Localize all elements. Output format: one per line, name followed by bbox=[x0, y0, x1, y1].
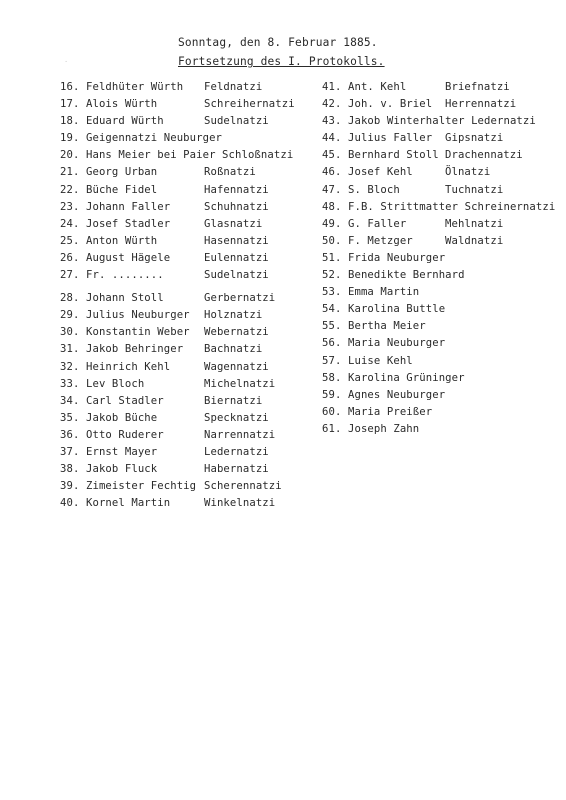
entry-name: Joseph Zahn bbox=[348, 422, 420, 435]
list-item bbox=[322, 406, 562, 423]
list-item bbox=[322, 132, 562, 149]
entry-number: 44. bbox=[322, 132, 342, 145]
list-item bbox=[60, 412, 300, 429]
entry-name: Fr. ........ bbox=[86, 269, 164, 282]
entry-number: 21. bbox=[60, 166, 80, 179]
entry-number: 55. bbox=[322, 320, 342, 333]
entry-number: 24. bbox=[60, 217, 80, 230]
entry-name: G. Faller bbox=[348, 217, 407, 230]
list-item bbox=[60, 343, 300, 360]
entry-name: Hans Meier bei Paier Schloßnatzi bbox=[86, 149, 294, 162]
entry-number: 25. bbox=[60, 234, 80, 247]
entry-name: Karolina Grüninger bbox=[348, 371, 465, 384]
entry-nickname: Hafennatzi bbox=[204, 183, 269, 196]
entry-number: 31. bbox=[60, 343, 80, 356]
entry-name: Josef Kehl bbox=[348, 166, 413, 179]
list-item bbox=[322, 149, 562, 166]
entry-name: Emma Martin bbox=[348, 286, 420, 299]
entry-number: 30. bbox=[60, 326, 80, 339]
entry-nickname: Ledernatzi bbox=[204, 445, 269, 458]
list-item bbox=[322, 218, 562, 235]
list-item bbox=[322, 303, 562, 320]
entry-number: 58. bbox=[322, 371, 342, 384]
entry-number: 46. bbox=[322, 166, 342, 179]
entry-name: August Hägele bbox=[86, 251, 171, 264]
entry-nickname: Bachnatzi bbox=[204, 343, 263, 356]
entry-nickname: Schreihernatzi bbox=[204, 98, 295, 111]
entry-name: Kornel Martin bbox=[86, 497, 171, 510]
entry-name: Jakob Büche bbox=[86, 411, 158, 424]
list-item bbox=[60, 429, 300, 446]
list-item bbox=[322, 166, 562, 183]
list-item bbox=[60, 309, 300, 326]
list-item bbox=[322, 81, 562, 98]
entry-number: 37. bbox=[60, 445, 80, 458]
entry-name: Jakob Winterhalter Ledernatzi bbox=[348, 115, 536, 128]
entry-name: F.B. Strittmatter Schreinernatzi bbox=[348, 200, 556, 213]
entry-number: 45. bbox=[322, 149, 342, 162]
entry-name: Julius Neuburger bbox=[86, 309, 190, 322]
list-item bbox=[60, 166, 300, 183]
entry-nickname: Scherennatzi bbox=[204, 480, 282, 493]
entry-name: Josef Stadler bbox=[86, 217, 171, 230]
entry-nickname: Gipsnatzi bbox=[445, 132, 504, 145]
entry-nickname: Schuhnatzi bbox=[204, 200, 269, 213]
list-item bbox=[60, 98, 300, 115]
margin-mark: · bbox=[64, 58, 69, 66]
list-item bbox=[60, 480, 300, 497]
list-item bbox=[60, 446, 300, 463]
list-item bbox=[60, 269, 300, 286]
document-subtitle: Fortsetzung des I. Protokolls. bbox=[178, 55, 385, 68]
entry-nickname: Waldnatzi bbox=[445, 234, 504, 247]
entry-nickname: Habernatzi bbox=[204, 463, 269, 476]
entry-name: Anton Würth bbox=[86, 234, 158, 247]
list-item bbox=[322, 252, 562, 269]
entry-name: Georg Urban bbox=[86, 166, 158, 179]
entry-number: 32. bbox=[60, 360, 80, 373]
entry-name: Jakob Fluck bbox=[86, 463, 158, 476]
entry-name: F. Metzger bbox=[348, 234, 413, 247]
entry-name: Alois Würth bbox=[86, 98, 158, 111]
list-item bbox=[322, 115, 562, 132]
list-item bbox=[60, 149, 300, 166]
entry-nickname: Specknatzi bbox=[204, 411, 269, 424]
entry-name: Ant. Kehl bbox=[348, 81, 407, 93]
entry-number: 29. bbox=[60, 309, 80, 322]
entry-name: Benedikte Bernhard bbox=[348, 269, 465, 282]
list-item bbox=[60, 378, 300, 395]
entry-name: Lev Bloch bbox=[86, 377, 145, 390]
entry-name: Karolina Buttle bbox=[348, 303, 446, 316]
entry-number: 28. bbox=[60, 292, 80, 305]
entry-nickname: Mehlnatzi bbox=[445, 217, 504, 230]
entry-nickname: Feldnatzi bbox=[204, 81, 263, 93]
entry-number: 27. bbox=[60, 269, 80, 282]
entry-number: 50. bbox=[322, 234, 342, 247]
entry-number: 41. bbox=[322, 81, 342, 93]
list-item bbox=[60, 115, 300, 132]
entry-name: Johann Stoll bbox=[86, 292, 164, 305]
list-item bbox=[322, 389, 562, 406]
entry-number: 49. bbox=[322, 217, 342, 230]
list-item bbox=[322, 337, 562, 354]
entry-number: 22. bbox=[60, 183, 80, 196]
entry-nickname: Hasennatzi bbox=[204, 234, 269, 247]
list-item bbox=[322, 201, 562, 218]
list-item bbox=[60, 132, 300, 149]
entry-name: Ernst Mayer bbox=[86, 445, 158, 458]
list-item bbox=[322, 320, 562, 337]
entry-nickname: Drachennatzi bbox=[445, 149, 523, 162]
entry-name: Bernhard Stoll bbox=[348, 149, 439, 162]
entry-name: Agnes Neuburger bbox=[348, 388, 446, 401]
list-item bbox=[60, 252, 300, 269]
entry-number: 61. bbox=[322, 422, 342, 435]
entry-name: Otto Ruderer bbox=[86, 428, 164, 441]
entry-number: 35. bbox=[60, 411, 80, 424]
entry-number: 48. bbox=[322, 200, 342, 213]
entry-name: Feldhüter Würth bbox=[86, 81, 184, 93]
list-item bbox=[322, 286, 562, 303]
entry-number: 39. bbox=[60, 480, 80, 493]
list-item bbox=[322, 269, 562, 286]
entry-name: Heinrich Kehl bbox=[86, 360, 171, 373]
entry-nickname: Wagennatzi bbox=[204, 360, 269, 373]
list-item bbox=[60, 326, 300, 343]
entry-name: Büche Fidel bbox=[86, 183, 158, 196]
entry-number: 52. bbox=[322, 269, 342, 282]
list-column-left bbox=[60, 81, 300, 514]
list-item bbox=[60, 184, 300, 201]
entry-number: 33. bbox=[60, 377, 80, 390]
list-item bbox=[322, 235, 562, 252]
entry-nickname: Gerbernatzi bbox=[204, 292, 276, 305]
entry-number: 56. bbox=[322, 337, 342, 350]
entry-nickname: Ölnatzi bbox=[445, 166, 491, 179]
list-item bbox=[60, 361, 300, 378]
entry-name: Eduard Würth bbox=[86, 115, 164, 128]
entry-number: 19. bbox=[60, 132, 80, 145]
list-item bbox=[60, 292, 300, 309]
entry-nickname: Sudelnatzi bbox=[204, 115, 269, 128]
entry-name: Maria Preißer bbox=[348, 405, 433, 418]
list-item bbox=[60, 497, 300, 514]
list-item bbox=[60, 81, 300, 98]
list-column-right bbox=[322, 81, 562, 440]
entry-number: 40. bbox=[60, 497, 80, 510]
list-item bbox=[322, 423, 562, 440]
entry-number: 51. bbox=[322, 251, 342, 264]
entry-name: Bertha Meier bbox=[348, 320, 426, 333]
entry-name: Johann Faller bbox=[86, 200, 171, 213]
entry-nickname: Biernatzi bbox=[204, 394, 263, 407]
entry-number: 59. bbox=[322, 388, 342, 401]
entry-number: 34. bbox=[60, 394, 80, 407]
entry-number: 16. bbox=[60, 81, 80, 93]
entry-number: 60. bbox=[322, 405, 342, 418]
entry-number: 23. bbox=[60, 200, 80, 213]
entry-number: 20. bbox=[60, 149, 80, 162]
entry-name: Jakob Behringer bbox=[86, 343, 184, 356]
entry-number: 43. bbox=[322, 115, 342, 128]
entry-nickname: Webernatzi bbox=[204, 326, 269, 339]
entry-name: Joh. v. Briel bbox=[348, 98, 433, 111]
entry-name: Geigennatzi Neuburger bbox=[86, 132, 223, 145]
entry-nickname: Tuchnatzi bbox=[445, 183, 504, 196]
entry-name: Frida Neuburger bbox=[348, 251, 446, 264]
entry-number: 18. bbox=[60, 115, 80, 128]
list-item bbox=[322, 184, 562, 201]
entry-number: 17. bbox=[60, 98, 80, 111]
list-item bbox=[60, 201, 300, 218]
list-item bbox=[322, 98, 562, 115]
entry-nickname: Winkelnatzi bbox=[204, 497, 276, 510]
entry-name: Konstantin Weber bbox=[86, 326, 190, 339]
entry-name: Zimeister Fechtig bbox=[86, 480, 197, 493]
entry-nickname: Eulennatzi bbox=[204, 251, 269, 264]
entry-number: 26. bbox=[60, 251, 80, 264]
entry-nickname: Briefnatzi bbox=[445, 81, 510, 93]
list-item bbox=[322, 355, 562, 372]
entry-nickname: Holznatzi bbox=[204, 309, 263, 322]
list-item bbox=[60, 235, 300, 252]
entry-name: Maria Neuburger bbox=[348, 337, 446, 350]
list-item bbox=[322, 372, 562, 389]
entry-name: Julius Faller bbox=[348, 132, 433, 145]
entry-number: 36. bbox=[60, 428, 80, 441]
entry-name: Carl Stadler bbox=[86, 394, 164, 407]
entry-nickname: Michelnatzi bbox=[204, 377, 276, 390]
entry-nickname: Glasnatzi bbox=[204, 217, 263, 230]
entry-nickname: Sudelnatzi bbox=[204, 269, 269, 282]
entry-number: 57. bbox=[322, 354, 342, 367]
entry-nickname: Narrennatzi bbox=[204, 428, 276, 441]
entry-nickname: Herrennatzi bbox=[445, 98, 517, 111]
list-item bbox=[60, 395, 300, 412]
entry-nickname: Roßnatzi bbox=[204, 166, 256, 179]
entry-number: 38. bbox=[60, 463, 80, 476]
entry-name: S. Bloch bbox=[348, 183, 400, 196]
entry-number: 42. bbox=[322, 98, 342, 111]
list-item bbox=[60, 218, 300, 235]
entry-number: 53. bbox=[322, 286, 342, 299]
document-date: Sonntag, den 8. Februar 1885. bbox=[178, 36, 378, 49]
entry-number: 47. bbox=[322, 183, 342, 196]
list-item bbox=[60, 463, 300, 480]
entry-number: 54. bbox=[322, 303, 342, 316]
entry-name: Luise Kehl bbox=[348, 354, 413, 367]
